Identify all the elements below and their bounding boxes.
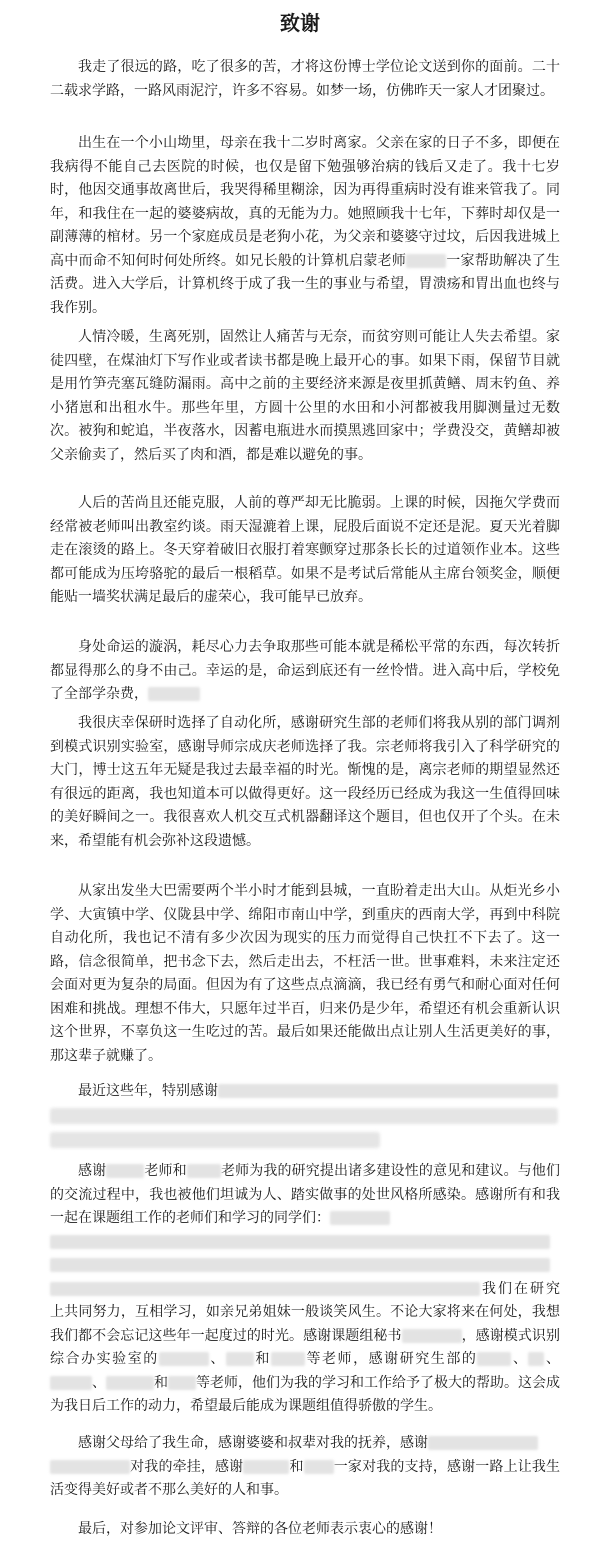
paragraph-text: 一家对我的支持，感谢一路上让我生活变得美好或者不那么美好的人和事。	[50, 1458, 561, 1498]
paragraph-6	[50, 712, 560, 853]
paragraph-text: 和	[154, 1374, 168, 1391]
redacted-text	[50, 1282, 480, 1296]
paragraph-text: 等老师，他们为我的学习和工作给予了极大的帮助。这会成为我日后工作的动力，希望最后能成为课题组值得骄傲的学生。	[50, 1374, 560, 1414]
paragraph-text: 、	[511, 1351, 529, 1367]
redacted-name	[243, 1460, 289, 1474]
redacted-name	[159, 1352, 209, 1366]
paragraph-5	[50, 636, 560, 707]
redacted-name	[187, 1164, 221, 1178]
paragraph-text: 出生在一个小山坳里，母亲在我十二岁时离家。父亲在家的日子不多，即便在我病得不能自己去医院的时候，也仅是留下勉强够治病的钱后又走了。我十七岁时，他因交通事故离世后，我哭得稀里糊涂，因为再得重病时没有谁来管我了。同年，和我住在一起的婆婆病故，真的无能为力。她照顾我十七年，下葬时却仅是一副薄薄的棺材。另一个家庭成员是老狗小花，为父亲和婆婆守过坟，后因我进城上高中而命不知何时何处所终。如兄长般的计算机启蒙老师	[50, 135, 560, 269]
paragraph-11	[50, 1518, 560, 1542]
paragraph-text: 最近这些年，特别感谢	[78, 1083, 218, 1099]
redacted-text	[50, 1258, 550, 1272]
paragraph-9	[50, 1160, 560, 1419]
paragraph-text: 、	[544, 1351, 561, 1367]
paragraph-1	[50, 56, 560, 103]
paragraph-3	[50, 326, 560, 467]
redacted-text	[218, 1084, 558, 1098]
redacted-block	[50, 1132, 380, 1148]
paragraph-text: 感谢	[78, 1163, 107, 1179]
paragraph-4	[50, 492, 560, 610]
paragraph-text: 最后，对参加论文评审、答辩的各位老师表示衷心的感谢！	[78, 1521, 442, 1537]
paragraph-text: ，感谢模式识别综合办实验室的	[50, 1327, 560, 1367]
redacted-name	[50, 1460, 130, 1474]
redacted-name	[406, 254, 446, 268]
paragraph-text: 、	[208, 1351, 226, 1367]
paragraph-8	[50, 1080, 560, 1104]
redacted-name	[148, 687, 200, 701]
paragraph-10	[50, 1432, 560, 1503]
redacted-name	[168, 1376, 196, 1390]
paragraph-text: 我很庆幸保研时选择了自动化所，感谢研究生部的老师们将我从别的部门调剂到模式识别实验室，感谢导师宗成庆老师选择了我。宗老师将我引入了科学研究的大门，博士这五年无疑是我过去最幸福的时光。惭愧的是，离宗老师的期望显然还有很远的距离，我也知道本可以做得更好。这一段经历已经成为我这一生值得回味的美好瞬间之一。我很喜欢人机交互式机器翻译这个题目，但也仅开了个头。在未来，希望能有机会弥补这段遗憾。	[50, 715, 560, 849]
paragraph-text: 人后的苦尚且还能克服，人前的尊严却无比脆弱。上课的时候，因拖欠学费而经常被老师叫出教室约谈。雨天湿漉着上课，屁股后面说不定还是泥。夏天光着脚走在滚烫的路上。冬天穿着破旧衣服打着寒颤穿过那条长长的过道领作业本。这些都可能成为压垮骆驼的最后一根稻草。如果不是考试后常能从主席台领奖金，顺便能贴一墙奖状满足最后的虚荣心，我可能早已放弃。	[50, 495, 560, 605]
paragraph-text: 一家帮助解决了生活费。进入大学后，计算机终于成了我一生的事业与希望，胃溃疡和胃出血也终与我作别。	[50, 252, 561, 316]
paragraph-text: 从家出发坐大巴需要两个半小时才能到县城，一直盼着走出大山。从炬光乡小学、大寅镇中学、仪陇县中学、绵阳市南山中学，到重庆的西南大学，再到中科院自动化所，我也记不清有多少次因为现实的压力而觉得自己快扛不下去了。这一路，信念很简单，把书念下去，然后走出去，不枉活一世。世事难料，未来注定还会面对更为复杂的局面。但因为有了这些点点滴滴，我已经有勇气和耐心面对任何困难和挑战。理想不伟大，只愿年过半百，归来仍是少年，希望还有机会重新认识这个世界，不辜负这一生吃过的苦。最后如果还能做出点让别人生活更美好的事，那这辈子就赚了。	[50, 883, 560, 1064]
paragraph-text: 和	[253, 1351, 271, 1367]
paragraph-text: 人情冷暖，生离死别，固然让人痛苦与无奈，而贫穷则可能让人失去希望。家徒四壁，在煤油灯下写作业或者读书都是晚上最开心的事。如果下雨，保留节目就是用竹笋壳塞瓦缝防漏雨。高中之前的主要经济来源是夜里抓黄鳝、周末钓鱼、养小猪崽和出租水牛。那些年里，方圆十公里的水田和小河都被我用脚测量过无数次。被狗和蛇追，半夜落水，因蓄电瓶进水而摸黑逃回家中；学费没交，黄鳝却被父亲偷卖了，然后买了肉和酒，都是难以避免的事。	[50, 329, 560, 463]
redacted-name	[428, 1436, 538, 1450]
redacted-name	[106, 1164, 144, 1178]
paragraph-text: 身处命运的漩涡，耗尽心力去争取那些可能本就是稀松平常的东西，每次转折都显得那么的身不由己。幸运的是，命运到底还有一丝怜惜。进入高中后，学校免了全部学杂费，	[50, 639, 560, 702]
redacted-name	[106, 1376, 154, 1390]
redacted-name	[402, 1329, 462, 1343]
redacted-text	[50, 1235, 550, 1249]
redacted-name	[477, 1352, 511, 1366]
paragraph-text: 和	[289, 1458, 304, 1475]
paragraph-text: 、	[92, 1374, 106, 1391]
paragraph-text: 我走了很远的路，吃了很多的苦，才将这份博士学位论文送到你的面前。二十二载求学路，一路风雨泥泞，许多不容易。如梦一场，仿佛昨天一家人才团聚过。	[50, 59, 560, 99]
redacted-name	[271, 1352, 305, 1366]
redacted-name	[330, 1211, 390, 1225]
paragraph-7	[50, 880, 560, 1068]
page-title: 致谢	[280, 11, 320, 35]
redacted-block	[50, 1108, 558, 1124]
paragraph-text: 感谢父母给了我生命，感谢婆婆和叔辈对我的抚养，感谢	[78, 1435, 428, 1451]
redacted-name	[226, 1352, 254, 1366]
paragraph-text: 等老师，感谢研究生部的	[304, 1351, 478, 1367]
redacted-name	[304, 1460, 334, 1474]
redacted-name	[528, 1352, 544, 1366]
paragraph-text: 老师为我的研究提出诸多建设性的意见和建议。与他们的交流过程中，我也被他们坦诚为人、踏实做事的处世风格所感染。感谢所有和我一起在课题组工作的老师们和学习的同学们：	[50, 1163, 561, 1226]
paragraph-2	[50, 132, 560, 320]
paragraph-text: 老师和	[144, 1163, 187, 1179]
redacted-name	[50, 1376, 92, 1390]
paragraph-text: 我们在研究上共同努力，互相学习，如亲兄弟姐妹一般谈笑风生。不论大家将来在何处，我想我们都不会忘记这些年一起度过的时光。感谢课题组秘书	[50, 1280, 560, 1344]
paragraph-text: 对我的牵挂，感谢	[130, 1458, 244, 1475]
